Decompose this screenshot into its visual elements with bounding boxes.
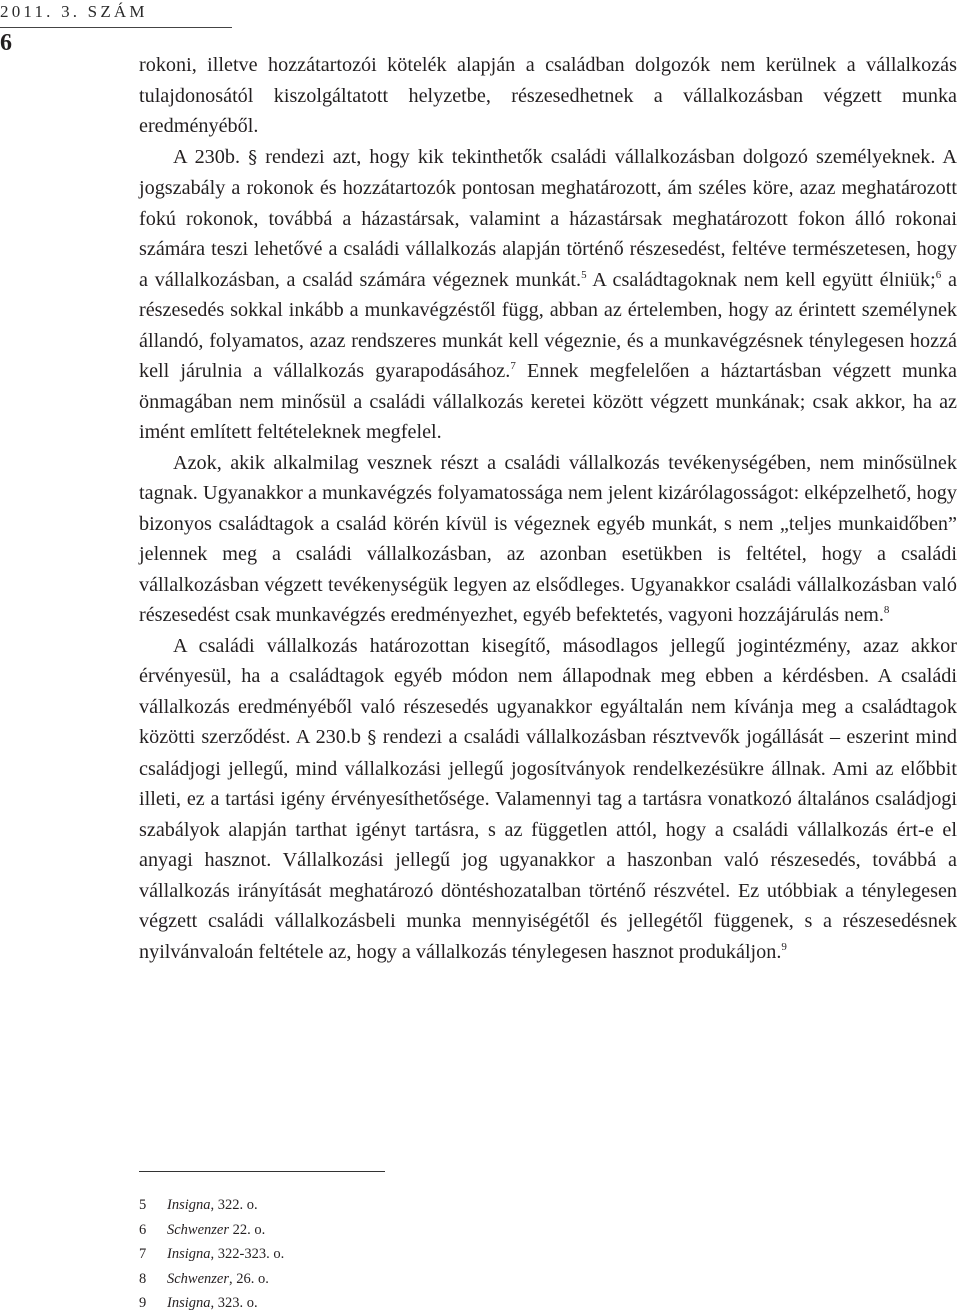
footnote-source: 22. o. <box>229 1221 266 1238</box>
footnote-number: 7 <box>139 1246 147 1262</box>
footnote-number: 6 <box>139 1221 147 1238</box>
footnote-number: 9 <box>139 1295 147 1311</box>
footnote-6 <box>139 1218 539 1243</box>
footnotes <box>139 1193 539 1316</box>
section-sign: § <box>248 146 258 168</box>
footnote-author: Schwenzer <box>167 1270 230 1287</box>
footnote-ref-5[interactable]: 5 <box>581 268 587 281</box>
paragraph-2-text-e: Ennek megfelelően a háztartásban végzett munka önmagában nem minősül a családi vállalkozás keretei között végzett munkának; csak akkor, ha az imént említett feltételeknek megfelel. <box>139 360 958 443</box>
footnote-5 <box>139 1193 539 1218</box>
paragraph-2-text-c: A családtagoknak nem kell együtt élniük; <box>592 268 936 291</box>
footnote-source: , 26. o. <box>229 1270 269 1287</box>
section-sign-2: § <box>367 727 377 748</box>
paragraph-4-text-a: A családi vállalkozás határozottan kisegítő, másodlagos jellegű jogintézmény, azaz akkor érvényesül, ha a családtagok egyéb módon nem állapodnak meg ebben a kérdésben. A családi vállalkozás eredményéből való részesedés ugyanakkor egyáltalán nem kívánja meg a családtagok közötti szerződést. A 230.b <box>139 634 957 748</box>
body-text <box>139 50 957 967</box>
paragraph-2-text-a: A 230b. <box>173 145 240 168</box>
footnote-source: , 322-323. o. <box>210 1246 285 1262</box>
paragraph-2-text-b: rendezi azt, hogy kik tekinthetők családi vállalkozásban dolgozó személyeknek. A jogszabály a rokonok és hozzátartozók pontosan meghatározott, ám széles köre, azaz meghatározott fokú rokonok, továbbá a házastársak, valamint a házastársak meghatározott fokon álló rokonai számára teszi lehetővé a családi vállalkozás alapján történő részesedést, feltéve természetesen, hogy a vállalkozásban, a család számára végeznek munkát. <box>139 145 958 291</box>
paragraph-3-text: Azok, akik alkalmilag vesznek részt a családi vállalkozás tevékenységében, nem minősülnek tagnak. Ugyanakkor a munkavégzés folyamatossága nem jelent kizárólagosságot: elképzelhető, hogy bizonyos családtagok a család körén kívül is végeznek egyéb munkát, s nem „teljes munkaidőben” jelennek meg a családi vállalkozásban, az azonban esetükben is feltétel, hogy a családi vállalkozásban végzett tevékenységük legyen az elsődleges. Ugyanakkor családi vállalkozásban való részesedést csak munkavégzés eredményezhet, egyéb befektetés, vagyoni hozzájárulás nem. <box>139 451 957 626</box>
paragraph-3 <box>139 448 957 631</box>
footnote-author: Insigna <box>167 1295 211 1311</box>
footnote-ref-6[interactable]: 6 <box>935 268 942 281</box>
header-rule <box>0 27 232 28</box>
footnote-source: , 322. o. <box>210 1197 258 1213</box>
footnote-ref-9[interactable]: 9 <box>781 940 787 953</box>
paragraph-4 <box>139 631 957 968</box>
footnote-author: Insigna <box>167 1197 211 1213</box>
footnote-author: Insigna <box>167 1246 211 1262</box>
footnote-source: , 323. o. <box>210 1295 258 1311</box>
footnote-number: 8 <box>139 1270 147 1287</box>
paragraph-1 <box>139 50 957 142</box>
footnote-7 <box>139 1242 539 1267</box>
footnote-9 <box>139 1291 539 1316</box>
running-head: 2011. 3. SZÁM <box>0 2 148 21</box>
paragraph-1-text: rokoni, illetve hozzátartozói kötelék alapján a családban dolgozók nem kerülnek a vállalkozás tulajdonosától kiszolgáltatott helyzetbe, részesedhetnek a vállalkozásban végzett munka eredményéből. <box>139 54 957 137</box>
page-number: 6 <box>0 30 12 56</box>
footnote-ref-8[interactable]: 8 <box>883 604 890 616</box>
footnote-author: Schwenzer <box>167 1221 230 1238</box>
footnote-rule <box>139 1171 385 1172</box>
footnote-number: 5 <box>139 1197 147 1213</box>
footnote-ref-7[interactable]: 7 <box>510 360 516 372</box>
paragraph-2-text-d: a részesedés sokkal inkább a munkavégzéstől függ, abban az értelemben, hogy az érintett személynek állandó, folyamatos, azaz rendszeres munkát kell végeznie, és a munkavégzésnek ténylegesen hozzá kell járulnia a vállalkozás gyarapodásához. <box>139 268 958 382</box>
paragraph-4-text-b: rendezi a családi vállalkozásban résztvevők jogállását – eszerint mind családjogi jellegű, mind vállalkozási jellegű jogosítványok rendelkezésükre állnak. Ami az előbbit illeti, ez a tartási igény érvényesíthetősége. Valamennyi tag a tartásra vonatkozó általános családjogi szabályok alapján tarthat igényt tartásra, s az független attól, hogy a családi vállalkozás ért-e el anyagi hasznot. Vállalkozási jellegű jog ugyanakkor a haszonban való részesedés, továbbá a vállalkozás irányítását meghatározó döntéshozatalban történő részvétel. Ez utóbbiak a ténylegesen végzett családi vállalkozásbeli munka mennyiségétől és jellegétől függenek, s a részesedésnek nyilvánvaloán feltétele az, hogy a vállalkozás ténylegesen hasznot produkáljon. <box>139 726 958 963</box>
paragraph-2 <box>139 142 957 448</box>
footnote-8 <box>139 1267 539 1292</box>
